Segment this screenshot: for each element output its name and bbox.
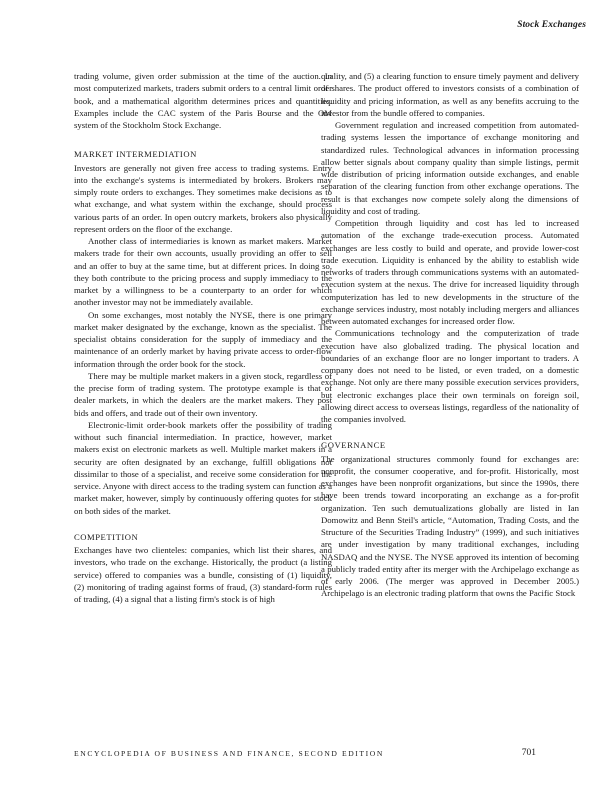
section-heading-competition: COMPETITION	[74, 531, 139, 542]
book-title: ENCYCLOPEDIA OF BUSINESS AND FINANCE, SECOND EDITION	[74, 749, 384, 758]
paragraph: Exchanges have two clienteles: companies, which list their shares, and investors, who trade on the exchange. Historically, the product (a listing service) offered to companies was a bundle, consisting of (1) liquidity, (2) monitoring of trading against forms of fraud, (3) standard-form rules of trading, (4) a signal that a listing firm's stock is of high	[74, 545, 332, 604]
paragraph: trading volume, given order submission at the time of the auction. In most computerized markets, traders submit orders to a central limit order book, and a mathematical algorithm determines prices and quantities. Examples include the CAC system of the Paris Bourse and the OM system of the Stockholm Stock Exchange.	[74, 71, 332, 130]
left-column	[74, 70, 332, 605]
paragraph: On some exchanges, most notably the NYSE, there is one primary market maker designated by the exchange, known as the specialist. The specialist obtains consideration for the supply of immediacy and the maintenance of an orderly market by having private access to order-flow information through the order book for the stock.	[74, 309, 332, 369]
page-footer	[74, 749, 536, 758]
paragraph: Another class of intermediaries is known as market makers. Market makers trade for their own accounts, usually providing an offer to sell and an offer to buy at the same time, but at different prices. In doing so, they both contribute to the pricing process and supply immediacy to the market by a willingness to be a counterparty to an order for which another investor may not be immediately available.	[74, 236, 332, 308]
paragraph: quality, and (5) a clearing function to ensure timely payment and delivery of shares. The product offered to investors consists of a combination of liquidity and pricing information, as well as any benefits accruing to the investor from the bundle offered to companies.	[321, 71, 579, 118]
paragraph: Investors are generally not given free access to trading systems. Entry into the exchange's systems is intermediated by brokers. Brokers may simply route orders to exchanges. They sometimes make decisions as to what exchange, and what system within the exchange, should process various parts of an order. In open outcry markets, brokers also physically represent orders on the floor of the exchange.	[74, 162, 332, 234]
paragraph: Competition through liquidity and cost has led to increased automation of the exchange trade-execution process. Automated exchanges are less costly to build and operate, and provide lower-cost trade execution. Liquidity is enhanced by the ability to establish wide networks of traders through communications systems with an automated-execution system at the nexus. The drive for increased liquidity through computerization has led to new developments in the structure of the exchange services industry, most notably including mergers and alliances between automated exchanges for increased order flow.	[321, 218, 579, 326]
section-heading-governance: GOVERNANCE	[321, 440, 386, 451]
page-number: 701	[521, 748, 536, 758]
section-heading-market-intermediation: MARKET INTERMEDIATION	[74, 149, 197, 160]
running-head: Stock Exchanges	[517, 20, 586, 30]
paragraph: Government regulation and increased competition from automated-trading systems lessen the importance of exchange monitoring and standardized rules. Technological advances in information processing allow better signals about company quality than simple listings, permit wide distribution of pricing information outside exchanges, and enable separation of the clearing function from other exchange operations. The result is that exchanges now compete solely along the dimensions of liquidity and cost of trading.	[321, 120, 579, 216]
paragraph: Electronic-limit order-book markets offer the possibility of trading without such financial intermediation. In practice, however, market makers exist on electronic markets as well. Multiple market makers in a security are often designated by an exchange, fulfill obligations not dissimilar to those of a specialist, and receive some consideration for the service. Anyone with direct access to the trading system can function as a market maker, however, simply by continuously offering quotes for stock on both sides of the market.	[74, 419, 332, 516]
paragraph: Communications technology and the computerization of trade execution have also globalized trading. The physical location and boundaries of an exchange floor are no longer important to traders. A company does not need to be listed, or even traded, on a domestic exchange. Not only are there many possible execution services providers, but electronic exchanges place their own terminals on foreign soil, allowing direct access to overseas listings, regardless of the nationality of the companies involved.	[321, 328, 579, 424]
paragraph: The organizational structures commonly found for exchanges are: nonprofit, the consumer cooperative, and for-profit. Historically, most exchanges have been nonprofit organizations, but since the 1990s, there have been trends toward incorporating an exchange as a for-profit organization. Ten such demutualizations globally are listed in Ian Domowitz and Benn Steil's article, “Automation, Trading Costs, and the Structure of the Securities Trading Industry” (1999), and such initiatives are under investigation by many traditional exchanges, including NASDAQ and the NYSE. The NYSE approved its intention of becoming a publicly traded entity after its merger with the Archipelago exchange as of early 2006. (The merger was approved in December 2005.) Archipelago is an electronic trading platform that owns the Pacific Stock	[321, 453, 579, 599]
right-column	[321, 70, 579, 600]
paragraph: There may be multiple market makers in a given stock, regardless of the precise form of trading system. The prototype example is that of dealer markets, in which the dealers are the market makers. They post bids and offers, and trade out of their own inventory.	[74, 370, 332, 418]
